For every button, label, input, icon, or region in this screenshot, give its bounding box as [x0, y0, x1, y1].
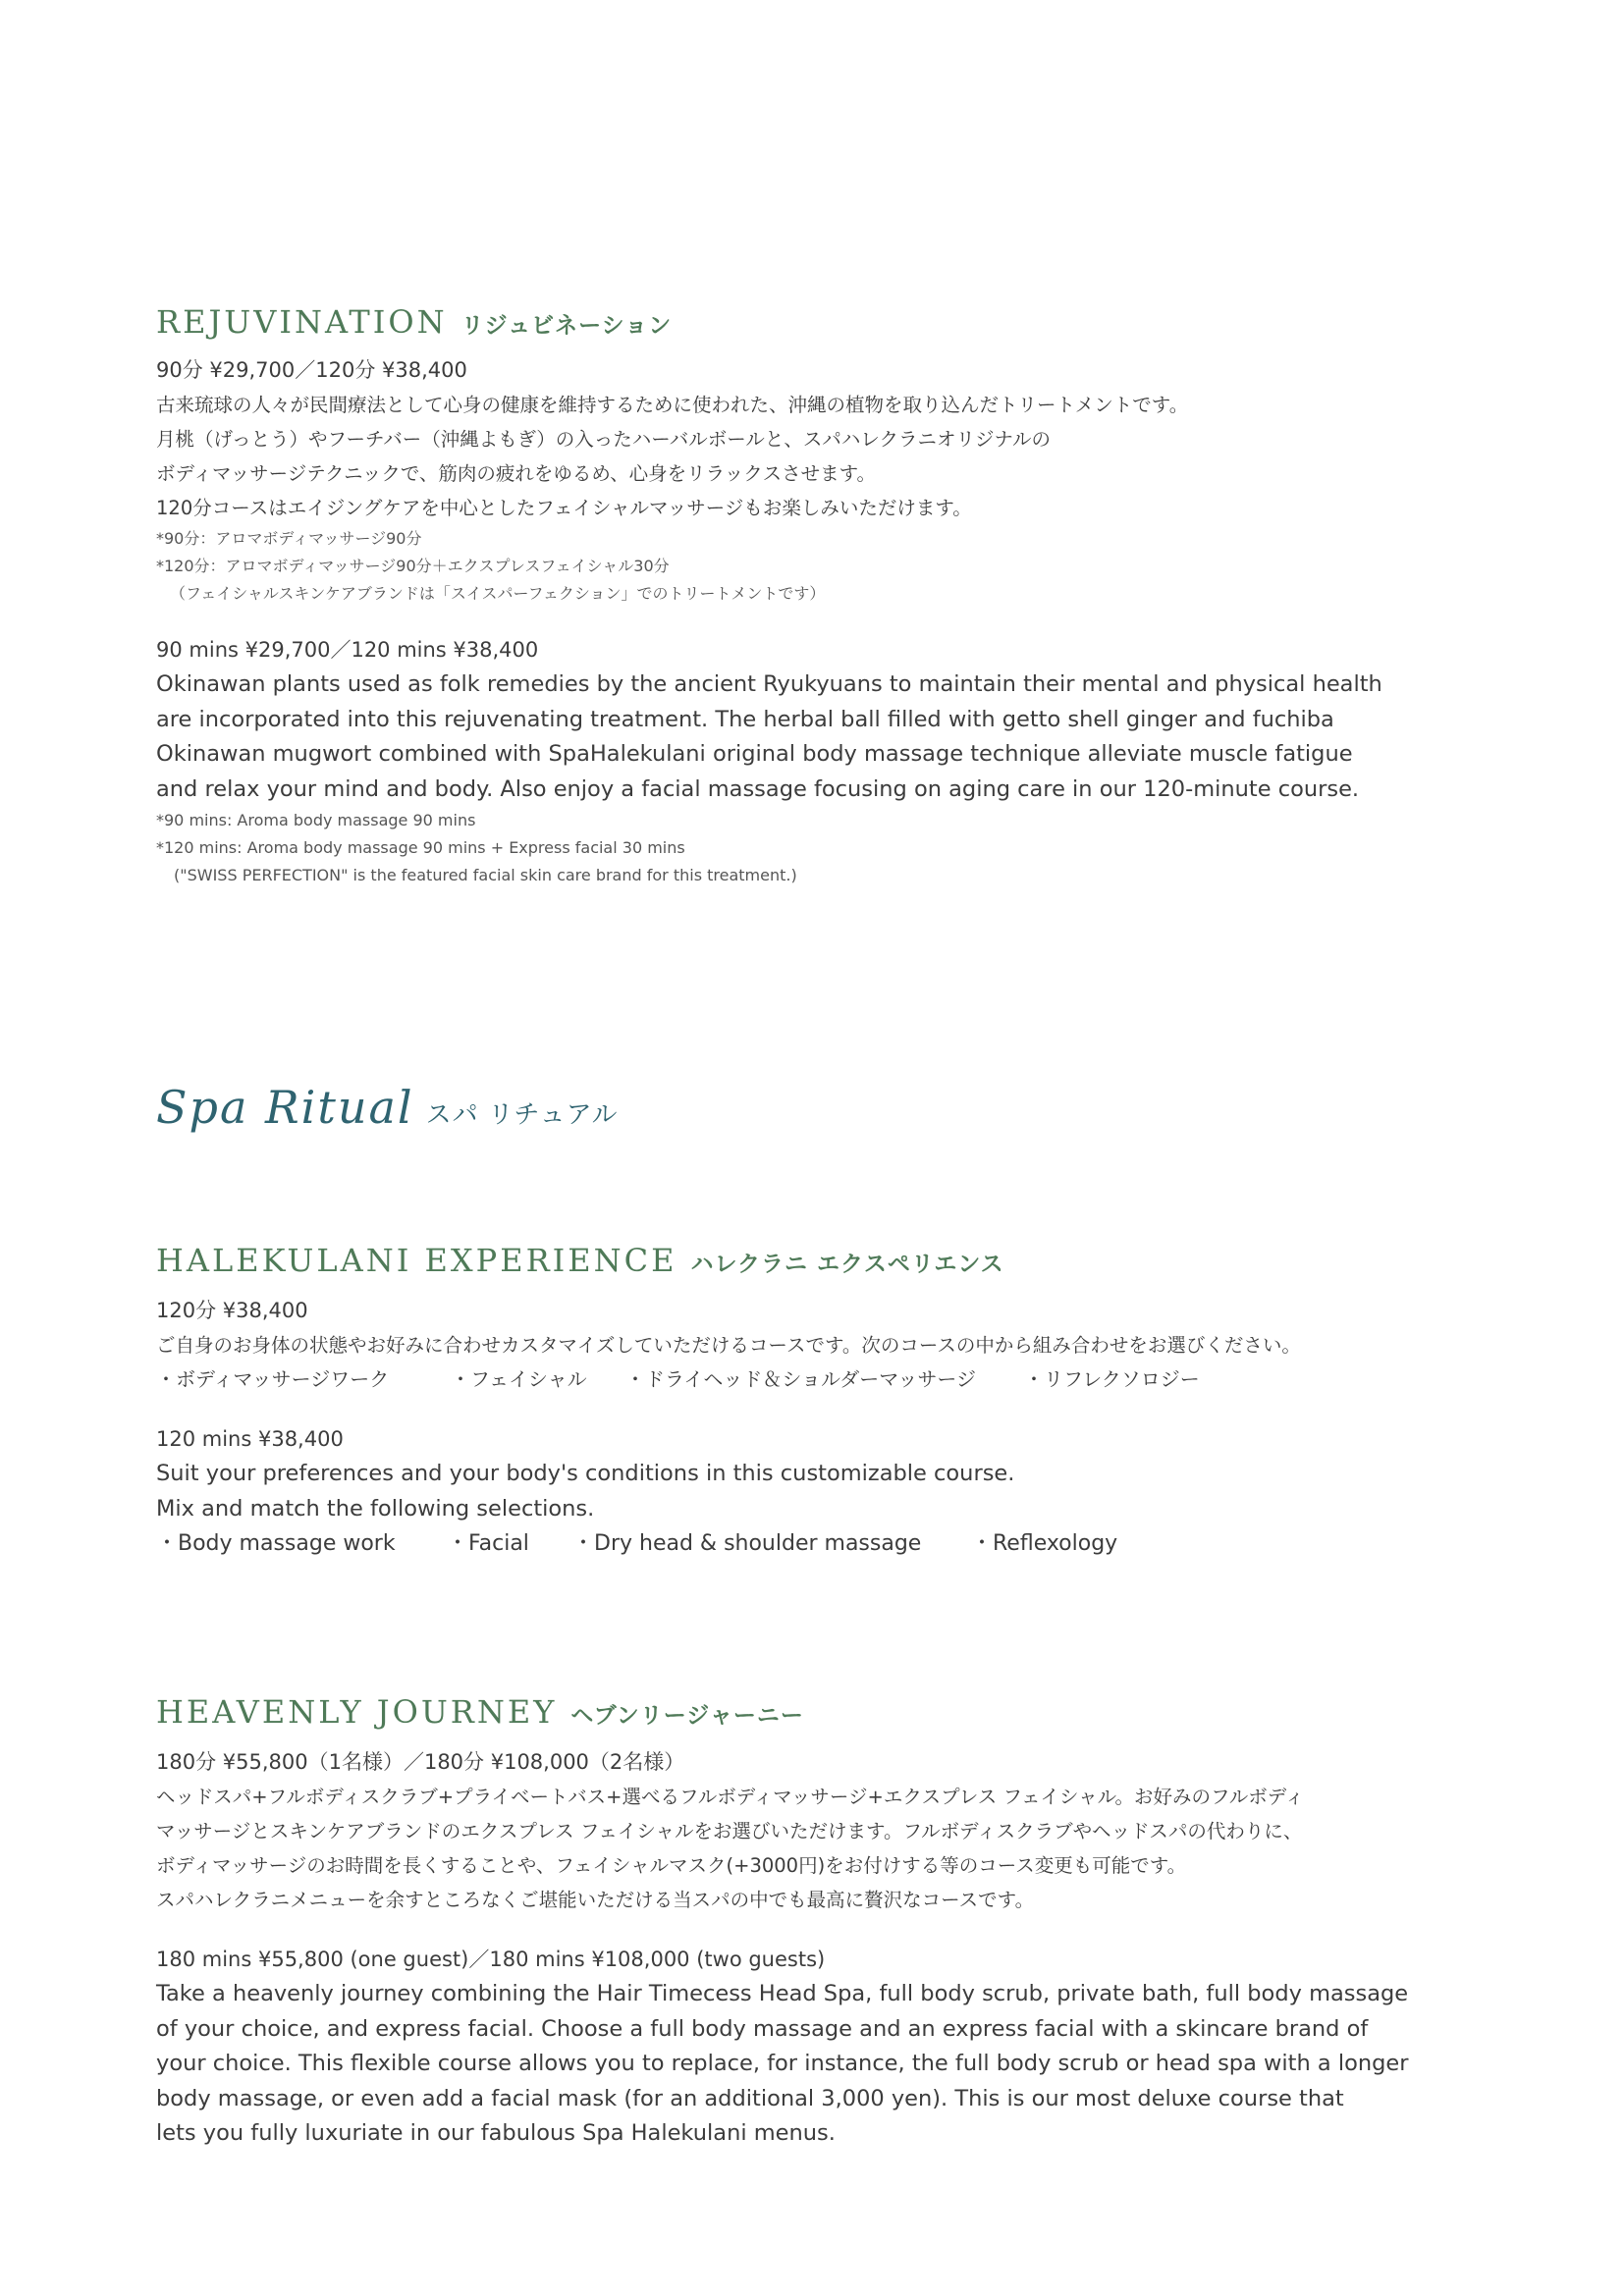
options-en — [156, 1526, 1472, 1561]
section-halekulani-experience — [156, 1241, 1472, 1561]
desc-jp-line: ヘッドスパ+フルボディスクラブ+プライベートバス+選べるフルボディマッサージ+エクスプレス フェイシャル。お好みのフルボディ — [156, 1786, 1305, 1808]
option-item: ・Reflexology — [971, 1531, 1118, 1556]
price-jp: 90分 ¥29,700／120分 ¥38,400 — [156, 358, 467, 382]
option-item: ・ボディマッサージワーク — [156, 1367, 390, 1391]
price-jp: 180分 ¥55,800（1名様）／180分 ¥108,000（2名様） — [156, 1750, 685, 1774]
section-title — [156, 302, 1472, 346]
title-jp: リジュビネーション — [460, 313, 673, 339]
desc-en-line: Take a heavenly journey combining the Hair Timecess Head Spa, full body scrub, private bath, full body massage — [156, 1981, 1409, 2006]
option-item: ・リフレクソロジー — [1024, 1367, 1200, 1391]
desc-en-line: Okinawan mugwort combined with SpaHalekulani original body massage technique alleviate muscle fatigue — [156, 741, 1353, 767]
section-rejuvination — [156, 302, 1472, 889]
title-jp: ヘブンリージャーニー — [570, 1703, 804, 1729]
note-en: *120 mins: Aroma body massage 90 mins + Express facial 30 mins — [156, 838, 685, 857]
title-en: REJUVINATION — [156, 303, 448, 341]
note-en: ("SWISS PERFECTION" is the featured facial skin care brand for this treatment.) — [174, 866, 797, 884]
desc-jp-line: 120分コースはエイジングケアを中心としたフェイシャルマッサージもお楽しみいただけます。 — [156, 497, 972, 519]
option-item: ・Facial — [447, 1531, 529, 1556]
section-title — [156, 1692, 1472, 1735]
desc-jp-line: スパハレクラニメニューを余すところなくご堪能いただける当スパの中でも最高に贅沢なコースです。 — [156, 1889, 1035, 1911]
desc-en-line: are incorporated into this rejuvenating treatment. The herbal ball filled with getto shell ginger and fuchiba — [156, 706, 1334, 732]
note-en: *90 mins: Aroma body massage 90 mins — [156, 811, 476, 829]
title-en: HALEKULANI EXPERIENCE — [156, 1242, 677, 1279]
desc-jp-line: 月桃（げっとう）やフーチバー（沖縄よもぎ）の入ったハーバルボールと、スパハレクラニオリジナルの — [156, 428, 1052, 451]
ritual-title-jp: スパ リチュアル — [425, 1100, 619, 1130]
desc-en-line: Suit your preferences and your body's conditions in this customizable course. — [156, 1461, 1015, 1486]
desc-en-line: of your choice, and express facial. Choose a full body massage and an express facial with a skincare brand of — [156, 2015, 1369, 2042]
option-item: ・Dry head & shoulder massage — [572, 1531, 922, 1556]
desc-jp: ご自身のお身体の状態やお好みに合わせカスタマイズしていただけるコースです。次のコースの中から組み合わせをお選びください。 — [156, 1334, 1301, 1357]
desc-jp-line: ボディマッサージテクニックで、筋肉の疲れをゆるめ、心身をリラックスさせます。 — [156, 462, 877, 485]
section-heavenly-journey — [156, 1692, 1472, 2152]
options-jp — [156, 1362, 1472, 1397]
option-item: ・ドライヘッド＆ショルダーマッサージ — [625, 1367, 976, 1391]
title-jp: ハレクラニ エクスペリエンス — [690, 1252, 1004, 1277]
desc-jp-line: ボディマッサージのお時間を長くすることや、フェイシャルマスク(+3000円)をお付けする等のコース変更も可能です。 — [156, 1854, 1187, 1877]
price-en: 180 mins ¥55,800 (one guest)／180 mins ¥108,000 (two guests) — [156, 1948, 826, 1971]
option-item: ・フェイシャル — [451, 1367, 587, 1391]
desc-en-line: your choice. This flexible course allows you to replace, for instance, the full body scrub or head spa with a longer — [156, 2051, 1409, 2076]
desc-jp-line: マッサージとスキンケアブランドのエクスプレス フェイシャルをお選びいただけます。フルボディスクラブやヘッドスパの代わりに、 — [156, 1820, 1303, 1842]
spa-ritual-heading — [156, 1080, 619, 1143]
desc-en-line: lets you fully luxuriate in our fabulous Spa Halekulani menus. — [156, 2120, 836, 2146]
section-title — [156, 1241, 1472, 1284]
note-jp: *120分：アロマボディマッサージ90分＋エクスプレスフェイシャル30分 — [156, 557, 670, 575]
desc-en-line: and relax your mind and body. Also enjoy a facial massage focusing on aging care in our 120-minute course. — [156, 775, 1360, 802]
price-en: 120 mins ¥38,400 — [156, 1427, 344, 1451]
desc-en-line: Okinawan plants used as folk remedies by the ancient Ryukyuans to maintain their mental and physical health — [156, 671, 1382, 697]
price-jp: 120分 ¥38,400 — [156, 1299, 308, 1322]
note-jp: （フェイシャルスキンケアブランドは「スイスパーフェクション」でのトリートメントです） — [170, 584, 826, 603]
desc-en-line: body massage, or even add a facial mask (for an additional 3,000 yen). This is our most deluxe course that — [156, 2085, 1344, 2111]
price-en: 90 mins ¥29,700／120 mins ¥38,400 — [156, 638, 539, 662]
ritual-title-en: Spa Ritual — [156, 1081, 414, 1134]
desc-en-line: Mix and match the following selections. — [156, 1495, 595, 1522]
desc-jp-line: 古来琉球の人々が民間療法として心身の健康を維持するために使われた、沖縄の植物を取り込んだトリートメントです。 — [156, 394, 1189, 416]
note-jp: *90分：アロマボディマッサージ90分 — [156, 529, 422, 548]
title-en: HEAVENLY JOURNEY — [156, 1693, 558, 1731]
option-item: ・Body massage work — [156, 1531, 396, 1556]
